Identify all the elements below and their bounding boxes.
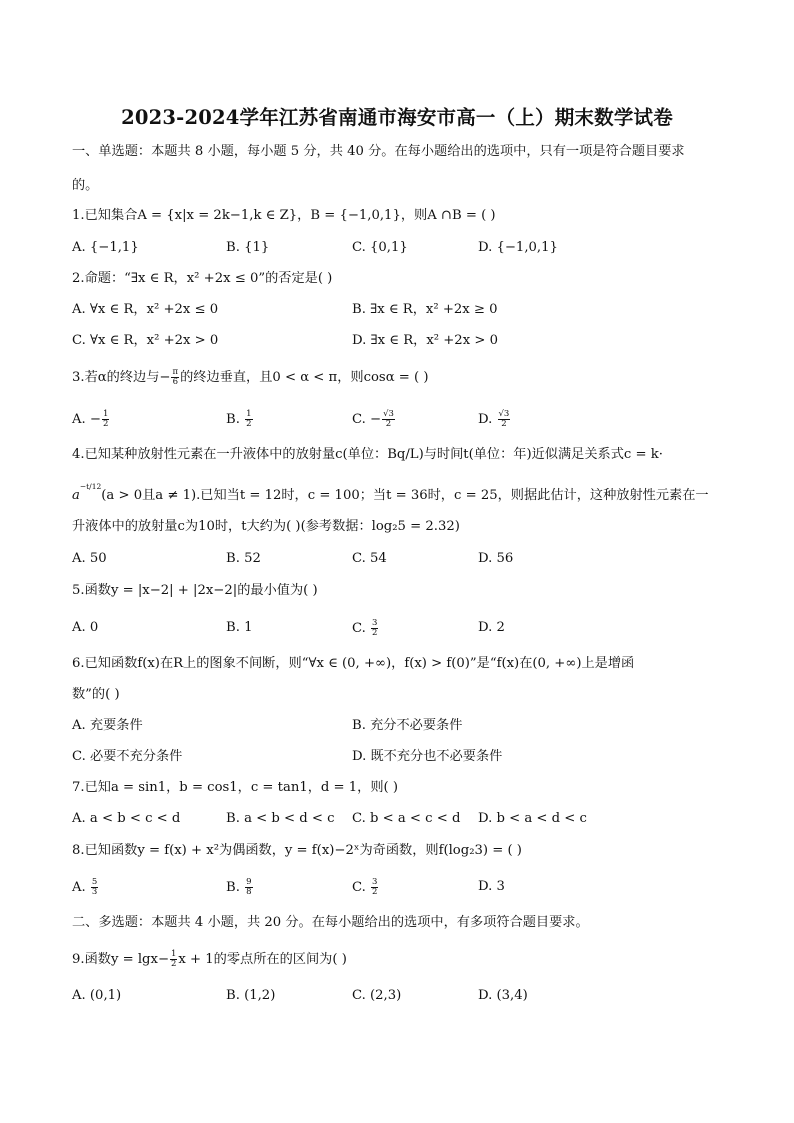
q9-option-b: B. (1,2) xyxy=(226,988,276,1003)
q8-option-b xyxy=(226,878,254,897)
q7-option-d: D. b < a < d < c xyxy=(478,811,587,826)
q8-option-c-label: C. xyxy=(352,880,366,895)
q3-option-c xyxy=(352,410,396,429)
q5-option-d: D. 2 xyxy=(478,620,505,635)
q8-stem: 8.已知函数y = f(x) + x²为偶函数，y = f(x)−2ˣ为奇函数，则f(log₂3) = ( ) xyxy=(72,843,522,858)
q3-stem xyxy=(72,368,429,387)
q5-option-c-den: 2 xyxy=(372,628,378,638)
q3-stem-frac-num: π xyxy=(172,367,179,377)
q7-option-a: A. a < b < c < d xyxy=(72,811,181,826)
q8-option-a-fraction xyxy=(91,878,98,897)
q4-base: a xyxy=(72,488,80,503)
q8-option-c-den: 2 xyxy=(372,887,378,897)
q3-option-a xyxy=(72,410,110,429)
q1-stem: 1.已知集合A = {x|x = 2k−1,k ∈ Z}，B = {−1,0,1}，则A ∩B = ( ) xyxy=(72,208,496,223)
q9-stem xyxy=(72,950,347,969)
q3-option-d-num: √3 xyxy=(498,409,510,419)
q5-option-c xyxy=(352,619,379,638)
q5-option-b: B. 1 xyxy=(226,620,253,635)
q2-option-d: D. ∃x ∈ R，x² +2x > 0 xyxy=(352,333,498,348)
q3-option-a-fraction xyxy=(102,410,109,429)
q3-stem-part-a: 3.若α的终边与− xyxy=(72,370,171,385)
q8-option-b-label: B. xyxy=(226,880,240,895)
q1-option-d: D. {−1,0,1} xyxy=(478,240,558,255)
q9-stem-frac-den: 2 xyxy=(171,959,177,969)
q3-option-d xyxy=(478,410,511,429)
q8-option-c xyxy=(352,878,379,897)
q4-option-d: D. 56 xyxy=(478,551,514,566)
q9-option-d: D. (3,4) xyxy=(478,988,528,1003)
q4-exponent: −t/12 xyxy=(79,482,102,491)
q9-stem-fraction xyxy=(170,950,177,969)
q3-option-c-num: √3 xyxy=(383,409,394,419)
q9-stem-part-a: 9.函数y = lgx− xyxy=(72,952,169,967)
q3-option-a-den: 2 xyxy=(102,419,109,429)
q9-stem-part-b: x + 1的零点所在的区间为( ) xyxy=(178,952,347,967)
q8-option-b-num: 9 xyxy=(246,877,252,887)
q3-option-b xyxy=(226,410,254,429)
q1-option-b: B. {1} xyxy=(226,240,270,255)
q2-stem: 2.命题：“∃x ∈ R，x² +2x ≤ 0”的否定是( ) xyxy=(72,271,333,286)
q4-line1: 4.已知某种放射性元素在一升液体中的放射量c(单位：Bq/L)与时间t(单位：年)近似满足关系式c = k· xyxy=(72,447,663,462)
q9-stem-frac-num: 1 xyxy=(171,949,177,959)
q3-option-b-den: 2 xyxy=(246,419,252,429)
q6-option-a: A. 充要条件 xyxy=(72,718,143,733)
q3-option-c-den: 2 xyxy=(385,419,392,429)
q3-option-a-label: A. − xyxy=(72,412,101,427)
q7-option-b: B. a < b < d < c xyxy=(226,811,335,826)
q8-option-c-num: 3 xyxy=(372,877,378,887)
q4-line3: 升液体中的放射量c为10时，t大约为( )(参考数据：log₂5 = 2.32) xyxy=(72,519,460,534)
q6-option-b: B. 充分不必要条件 xyxy=(352,718,463,733)
q3-stem-fraction xyxy=(171,368,179,387)
exam-title: 2023-2024学年江苏省南通市海安市高一（上）期末数学试卷 xyxy=(121,106,673,129)
q7-option-c: C. b < a < c < d xyxy=(352,811,461,826)
q5-option-c-fraction xyxy=(371,619,378,638)
q1-option-a: A. {−1,1} xyxy=(72,240,139,255)
q4-option-c: C. 54 xyxy=(352,551,387,566)
q5-option-c-label: C. xyxy=(352,621,366,636)
q1-option-c: C. {0,1} xyxy=(352,240,408,255)
q8-option-a-num: 5 xyxy=(91,877,98,887)
q2-option-b: B. ∃x ∈ R，x² +2x ≥ 0 xyxy=(352,302,498,317)
q3-option-c-label: C. − xyxy=(352,412,382,427)
q3-option-a-num: 1 xyxy=(102,409,109,419)
q4-line2 xyxy=(72,482,709,505)
q2-option-c: C. ∀x ∈ R，x² +2x > 0 xyxy=(72,333,219,348)
q7-stem: 7.已知a = sin1，b = cos1，c = tan1，d = 1，则( ) xyxy=(72,780,399,795)
section2-heading: 二、多选题：本题共 4 小题，共 20 分。在每小题给出的选项中，有多项符合题目要求。 xyxy=(72,915,589,930)
q8-option-c-fraction xyxy=(371,878,378,897)
q3-stem-frac-den: 6 xyxy=(172,377,178,387)
q9-option-c: C. (2,3) xyxy=(352,988,402,1003)
q5-option-c-num: 3 xyxy=(372,618,378,628)
q6-option-d: D. 既不充分也不必要条件 xyxy=(352,749,503,764)
q3-option-b-num: 1 xyxy=(246,409,252,419)
q8-option-b-den: 8 xyxy=(246,887,252,897)
q4-option-a: A. 50 xyxy=(72,551,107,566)
section1-heading: 一、单选题：本题共 8 小题，每小题 5 分，共 40 分。在每小题给出的选项中，只有一项是符合题目要求 xyxy=(72,144,685,159)
q4-line2-rest: (a > 0且a ≠ 1).已知当t = 12时，c = 100；当t = 36时，c = 25，则据此估计，这种放射性元素在一 xyxy=(101,488,709,503)
q8-option-a-den: 3 xyxy=(91,887,98,897)
q5-option-a: A. 0 xyxy=(72,620,99,635)
q6-option-c: C. 必要不充分条件 xyxy=(72,749,183,764)
q8-option-a xyxy=(72,878,99,897)
q3-option-b-label: B. xyxy=(226,412,240,427)
q3-option-d-den: 2 xyxy=(501,419,507,429)
q9-option-a: A. (0,1) xyxy=(72,988,122,1003)
q3-option-c-fraction xyxy=(382,410,395,429)
q3-option-d-fraction xyxy=(498,410,511,429)
q8-option-a-label: A. xyxy=(72,880,86,895)
q3-option-d-label: D. xyxy=(478,412,493,427)
q6-line1: 6.已知函数f(x)在R上的图象不间断，则“∀x ∈ (0, +∞)，f(x) > f(0)”是“f(x)在(0, +∞)上是增函 xyxy=(72,656,635,671)
q3-option-b-fraction xyxy=(245,410,252,429)
q6-line2: 数”的( ) xyxy=(72,687,120,702)
section1-heading-cont: 的。 xyxy=(72,178,99,193)
q5-stem: 5.函数y = |x−2| + |2x−2|的最小值为( ) xyxy=(72,583,318,598)
q3-stem-part-b: 的终边垂直，且0 < α < π，则cosα = ( ) xyxy=(180,370,429,385)
q2-option-a: A. ∀x ∈ R，x² +2x ≤ 0 xyxy=(72,302,219,317)
q8-option-d: D. 3 xyxy=(478,879,505,894)
q4-option-b: B. 52 xyxy=(226,551,261,566)
q8-option-b-fraction xyxy=(245,878,252,897)
